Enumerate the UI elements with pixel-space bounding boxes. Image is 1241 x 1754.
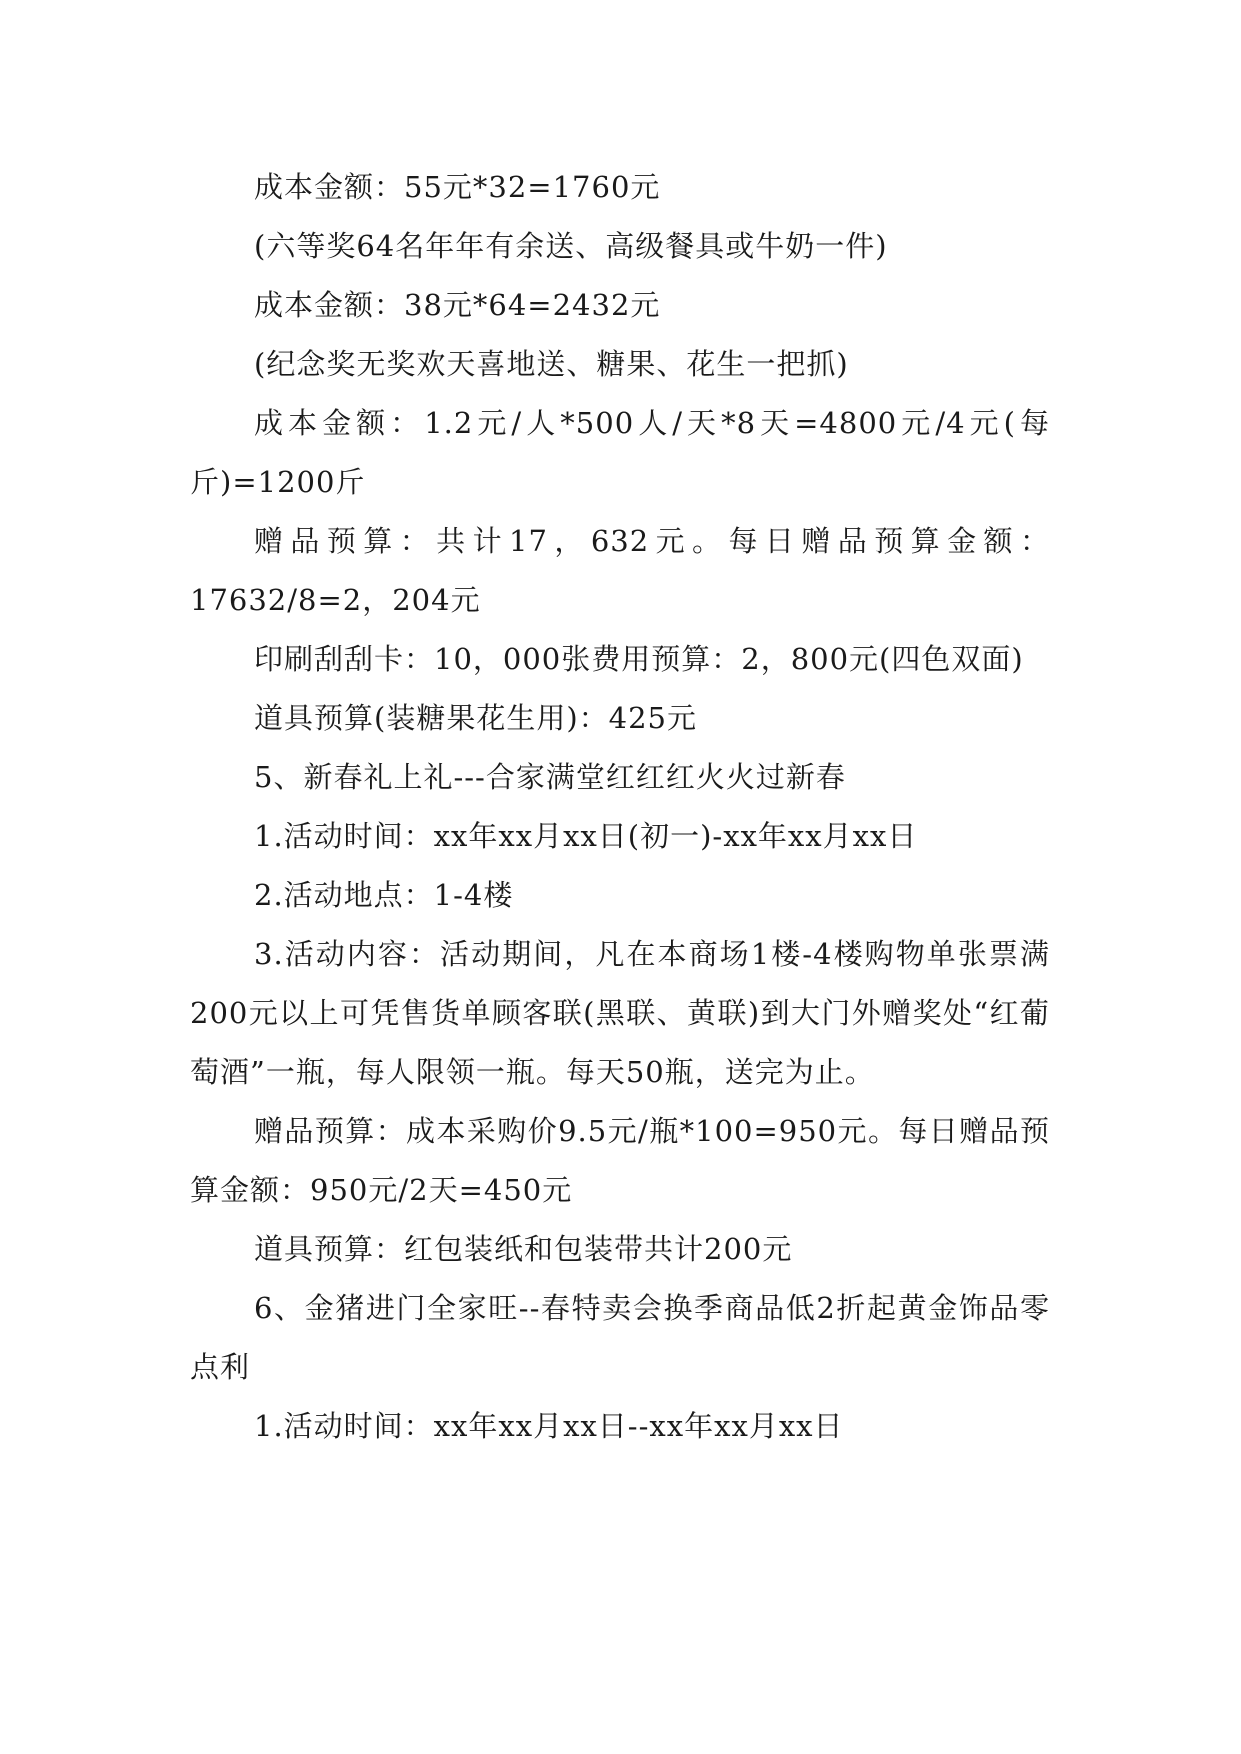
paragraph-activity-time: 1.活动时间：xx年xx月xx日(初一)-xx年xx月xx日 [254, 819, 918, 853]
paragraph-gift-budget: 赠品预算：共计17，632元。每日赠品预算金额：17632/8=2，204元 [190, 524, 1050, 617]
paragraph-wrapping-budget: 道具预算：红包装纸和包装带共计200元 [254, 1232, 793, 1266]
paragraph-wine-gift-budget: 赠品预算：成本采购价9.5元/瓶*100=950元。每日赠品预算金额：950元/2天=450元 [190, 1114, 1050, 1207]
paragraph-activity-content: 3.活动内容：活动期间，凡在本商场1楼-4楼购物单张票满200元以上可凭售货单顾客联(黑联、黄联)到大门外赠奖处“红葡萄酒”一瓶，每人限领一瓶。每天50瓶，送完为止。 [190, 937, 1050, 1089]
paragraph-scratch-card: 印刷刮刮卡：10，000张费用预算：2，800元(四色双面) [254, 642, 1024, 676]
document-body [190, 158, 1050, 1456]
paragraph-cost-sixth-prize-previous: 成本金额：55元*32=1760元 [254, 170, 661, 204]
paragraph-cost-souvenir: 成本金额：1.2元/人*500人/天*8天=4800元/4元(每斤)=1200斤 [190, 406, 1050, 499]
paragraph-activity-location: 2.活动地点：1-4楼 [254, 878, 514, 912]
section-heading-5: 5、新春礼上礼---合家满堂红红红火火过新春 [254, 760, 846, 794]
paragraph-cost-sixth-prize: 成本金额：38元*64=2432元 [254, 288, 661, 322]
paragraph-sixth-prize: (六等奖64名年年有余送、高级餐具或牛奶一件) [254, 229, 888, 263]
section-heading-6: 6、金猪进门全家旺--春特卖会换季商品低2折起黄金饰品零点利 [190, 1291, 1050, 1384]
paragraph-souvenir-prize: (纪念奖无奖欢天喜地送、糖果、花生一把抓) [254, 347, 849, 381]
paragraph-activity-time-6: 1.活动时间：xx年xx月xx日--xx年xx月xx日 [254, 1409, 844, 1443]
paragraph-props-budget: 道具预算(装糖果花生用)：425元 [254, 701, 697, 735]
